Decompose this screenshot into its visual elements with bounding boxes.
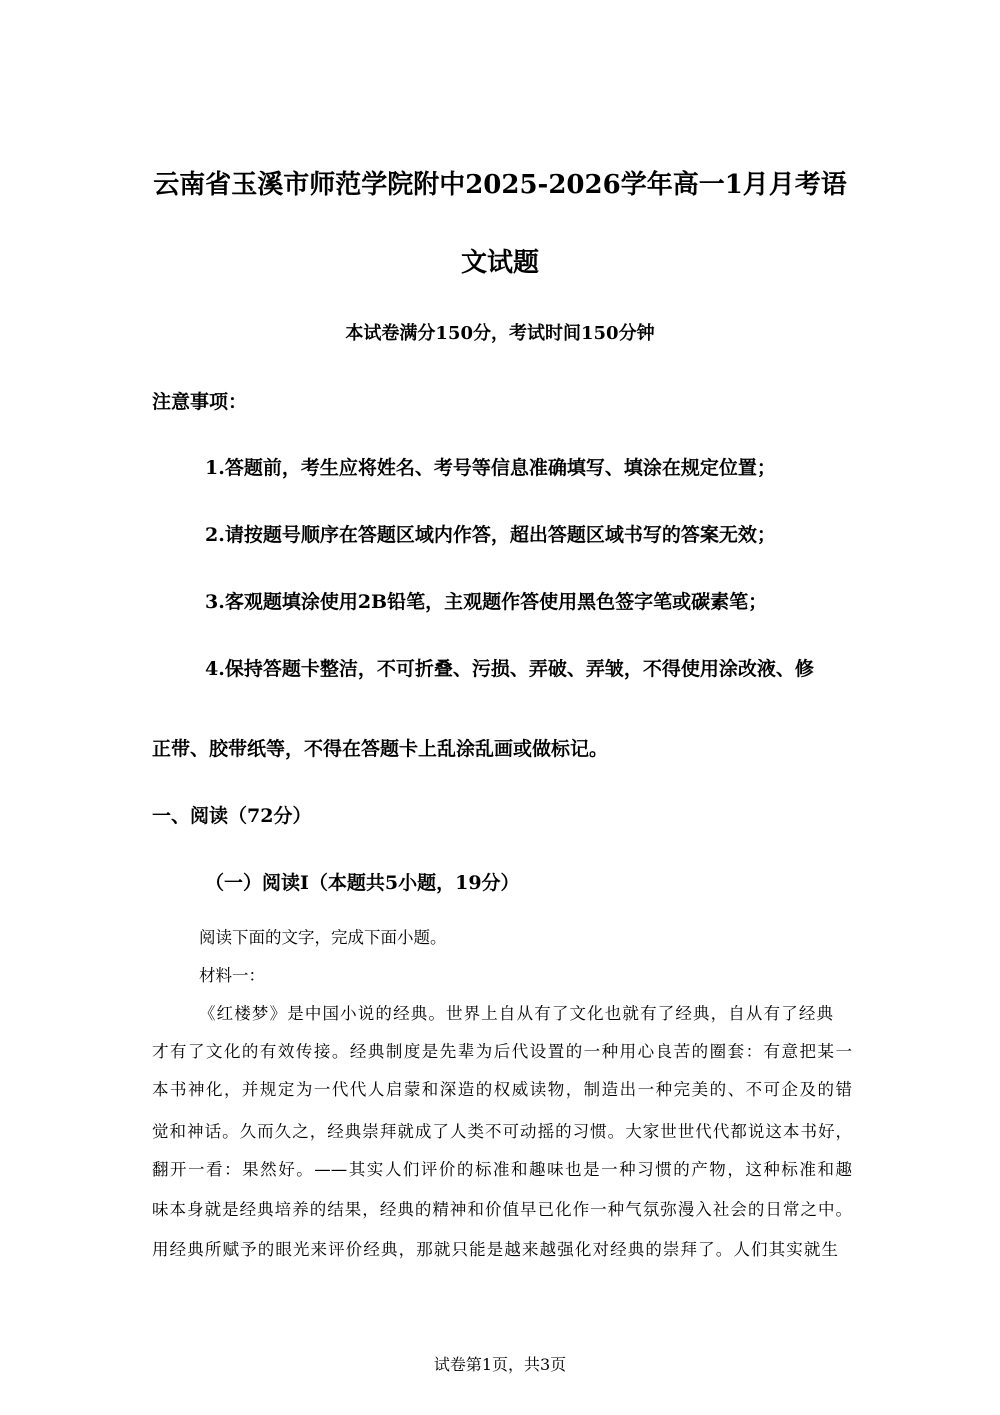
notice-item-1: 1.答题前，考生应将姓名、考号等信息准确填写、填涂在规定位置；: [205, 457, 776, 479]
passage-line: 翻开一看：果然好。——其实人们评价的标准和趣味也是一种习惯的产物，这种标准和趣: [152, 1160, 852, 1179]
passage-line: 觉和神话。久而久之，经典崇拜就成了人类不可动摇的习惯。大家世世代代都说这本书好，: [152, 1122, 852, 1141]
passage-line: 用经典所赋予的眼光来评价经典，那就只能是越来越强化对经典的崇拜了。人们其实就生: [152, 1240, 838, 1259]
notice-item-4-continued: 正带、胶带纸等，不得在答题卡上乱涂乱画或做标记。: [152, 738, 609, 760]
material-label: 材料一：: [199, 966, 265, 985]
section-heading: 一、阅读（72分）: [152, 805, 312, 827]
exam-title-line-2: 文试题: [460, 248, 539, 278]
passage-line: 本书神化，并规定为一代代人启蒙和深造的权威读物，制造出一种完美的、不可企及的错: [152, 1080, 852, 1099]
notice-heading: 注意事项：: [152, 391, 248, 413]
exam-title-line-1: 云南省玉溪市师范学院附中2025-2026学年高一1月月考语: [153, 170, 847, 200]
passage-line: 才有了文化的有效传接。经典制度是先辈为后代设置的一种用心良苦的圈套：有意把某一: [152, 1042, 852, 1061]
passage-line: 味本身就是经典培养的结果，经典的精神和价值早已化作一种气氛弥漫入社会的日常之中。: [152, 1200, 852, 1219]
subsection-heading: （一）阅读I（本题共5小题，19分）: [205, 872, 520, 894]
exam-subtitle: 本试卷满分150分，考试时间150分钟: [345, 323, 655, 344]
passage-line: 《红楼梦》是中国小说的经典。世界上自从有了文化也就有了经典，自从有了经典: [199, 1004, 833, 1023]
notice-item-3: 3.客观题填涂使用2B铅笔，主观题作答使用黑色签字笔或碳素笔；: [205, 591, 768, 613]
instruction-text: 阅读下面的文字，完成下面小题。: [199, 928, 447, 947]
page-footer: 试卷第1页，共3页: [433, 1355, 567, 1374]
notice-item-2: 2.请按题号顺序在答题区域内作答，超出答题区域书写的答案无效；: [205, 524, 776, 546]
notice-item-4: 4.保持答题卡整洁，不可折叠、污损、弄破、弄皱，不得使用涂改液、修: [205, 658, 814, 680]
